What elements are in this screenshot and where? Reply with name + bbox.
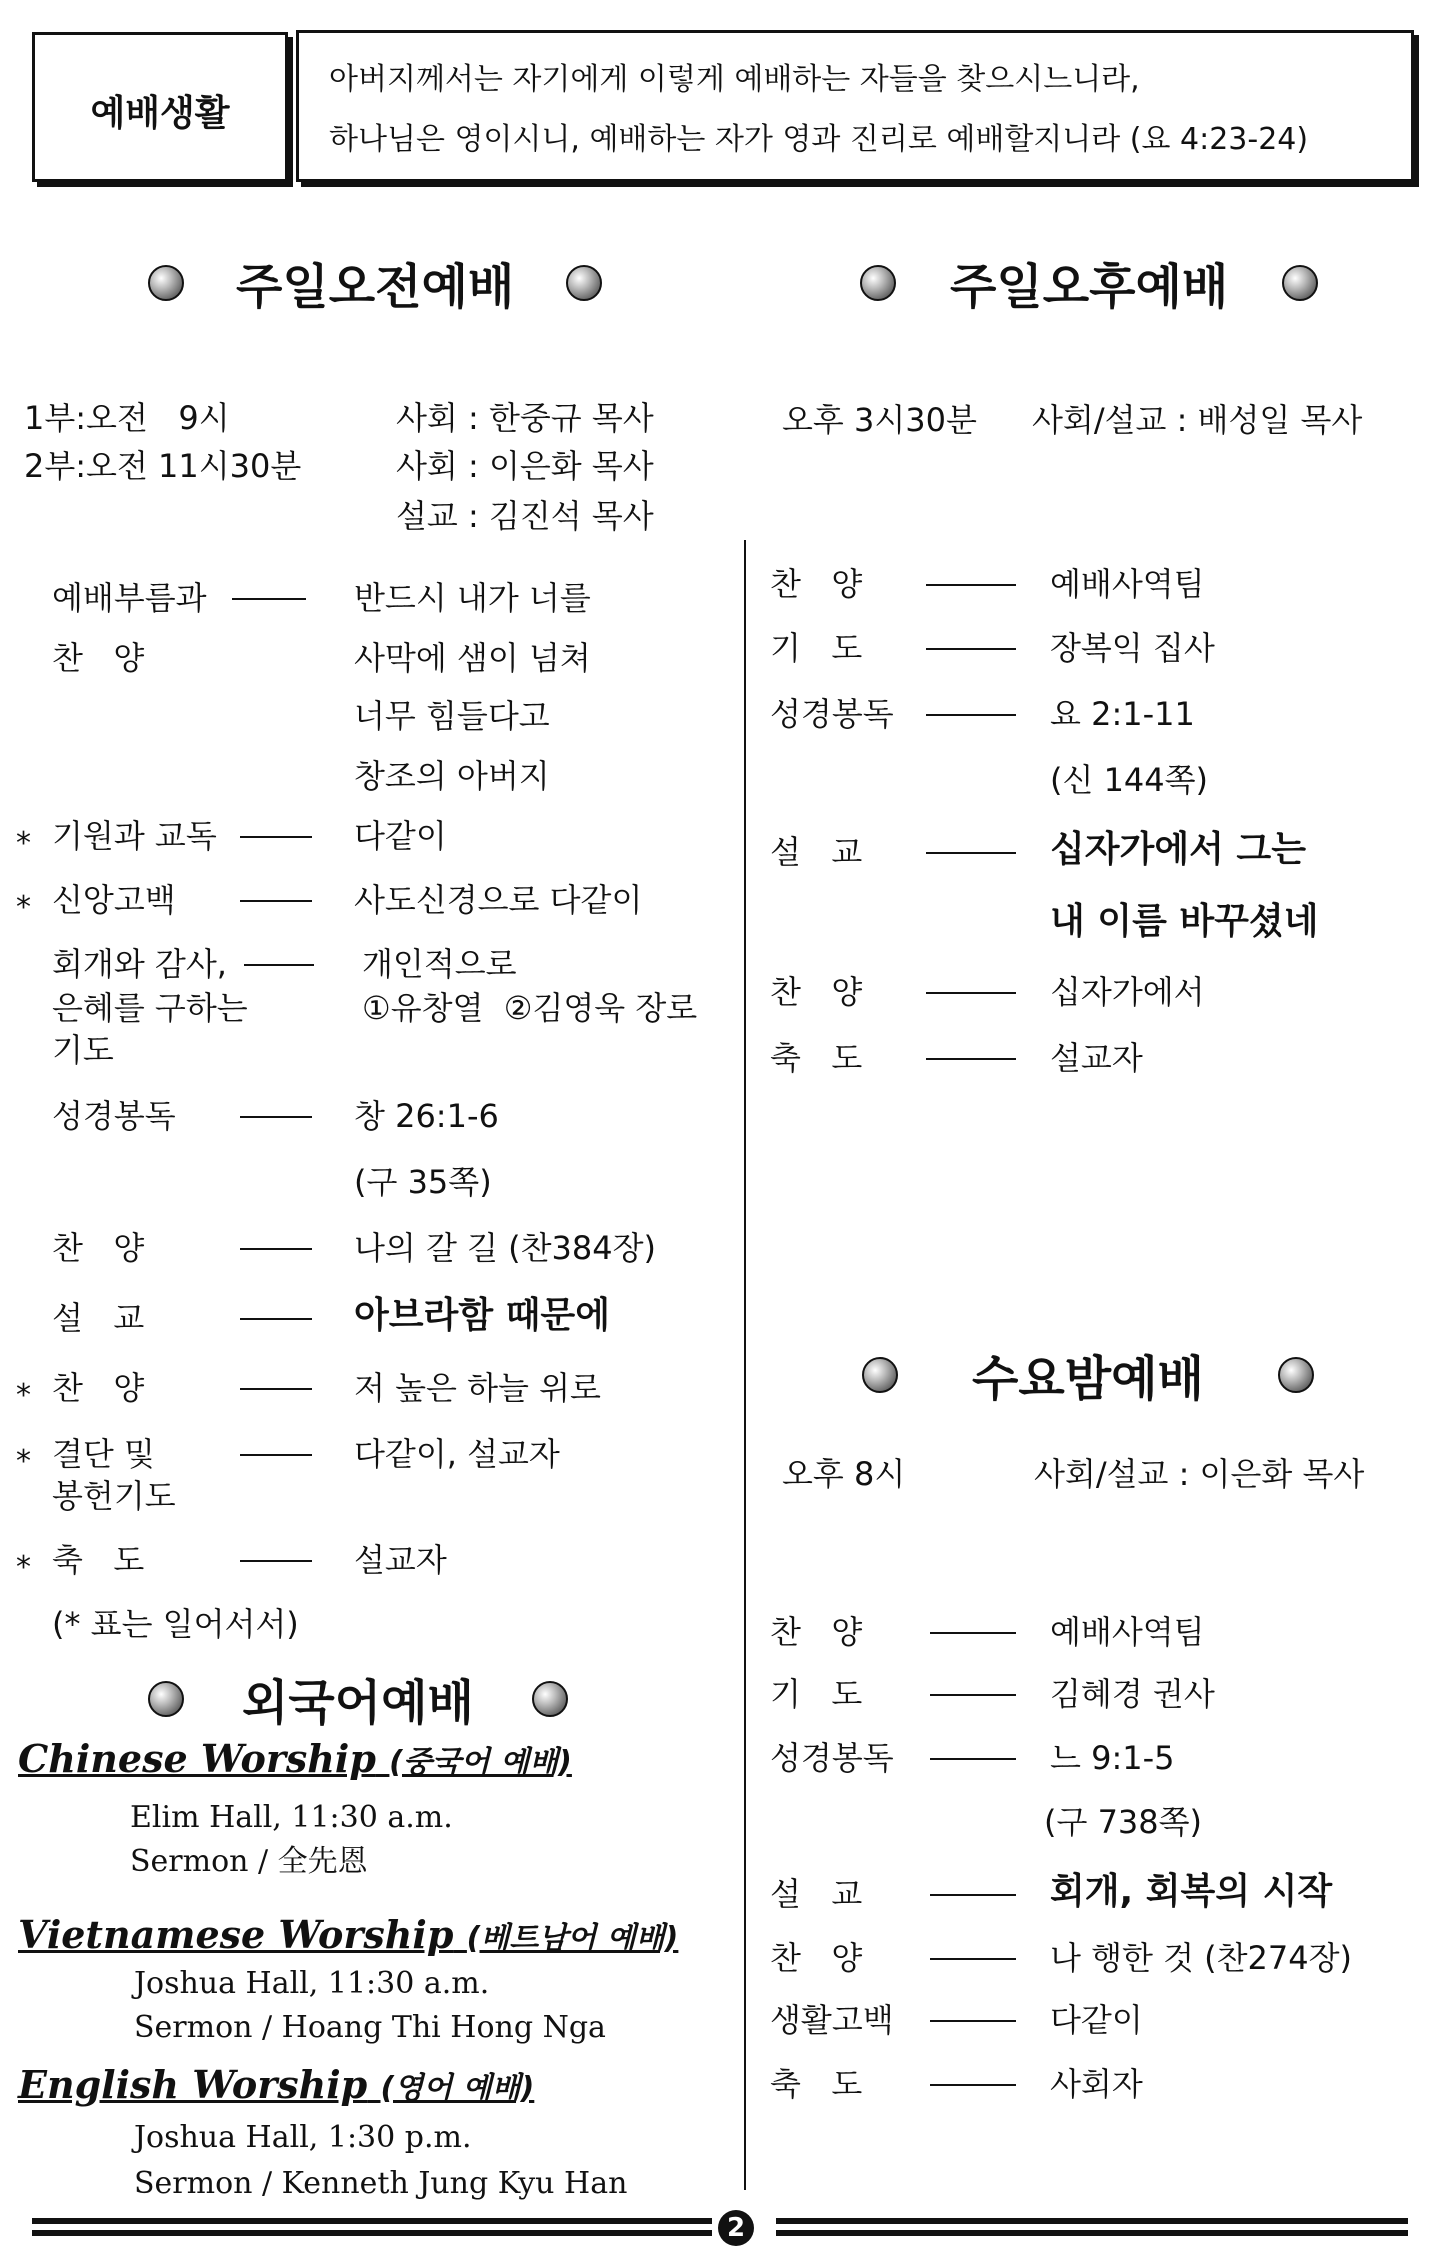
item-label: 기도	[52, 1031, 114, 1069]
item-label: 축 도	[770, 1039, 863, 1077]
item-value: 예배사역팀	[1050, 1613, 1205, 1651]
item-label: 회개와 감사,	[52, 945, 227, 983]
item-label: 설 교	[770, 833, 863, 871]
item-dash	[926, 852, 1016, 854]
footer-rule-left-bottom	[32, 2230, 712, 2236]
item-label: 찬 양	[52, 1369, 145, 1407]
chinese-sermon: Sermon / 全先恩	[130, 1844, 368, 1879]
item-dash	[244, 964, 314, 966]
item-dash	[926, 714, 1016, 716]
item-label: 찬 양	[770, 973, 863, 1011]
english-worship-name: English Worship	[18, 2062, 368, 2107]
item-dash	[926, 1058, 1016, 1060]
chinese-worship-name: Chinese Worship	[18, 1736, 376, 1781]
standing-mark: *	[16, 1550, 31, 1585]
footer-rule-left-top	[32, 2218, 712, 2224]
header-label-box	[32, 32, 288, 182]
item-dash	[930, 1758, 1016, 1760]
morning-host-2: 사회 : 이은화 목사	[396, 447, 654, 485]
item-dash	[240, 1248, 312, 1250]
item-value: (구 35쪽)	[354, 1163, 492, 1201]
item-label: 신앙고백	[52, 881, 176, 919]
vietnamese-sermon: Sermon / Hoang Thi Hong Nga	[134, 2010, 606, 2045]
header-label: 예배생활	[90, 93, 230, 134]
item-dash	[926, 648, 1016, 650]
verse-line-2: 하나님은 영이시니, 예배하는 자가 영과 진리로 예배할지니라 (요 4:23-24)	[329, 122, 1309, 157]
standing-mark: *	[16, 1444, 31, 1479]
item-label: 기 도	[770, 1675, 863, 1713]
item-dash	[930, 1958, 1016, 1960]
vietnamese-location: Joshua Hall, 11:30 a.m.	[134, 1966, 490, 2001]
chinese-worship-kr: (중국어 예배)	[389, 1745, 572, 1780]
item-value: 개인적으로	[362, 945, 517, 983]
sermon-title-line2: 내 이름 바꾸셨네	[1050, 901, 1319, 942]
vietnamese-worship-kr: (베트남어 예배)	[466, 1921, 679, 1956]
footer-rule-right-top	[776, 2218, 1408, 2224]
bullet-ball-icon	[1282, 265, 1318, 301]
item-value: 창 26:1-6	[354, 1097, 499, 1135]
english-location: Joshua Hall, 1:30 p.m.	[134, 2120, 472, 2155]
item-dash	[240, 1116, 312, 1118]
morning-title: 주일오전예배	[236, 259, 515, 315]
item-label: 설 교	[770, 1875, 863, 1913]
bullet-ball-icon	[532, 1681, 568, 1717]
item-value: 예배사역팀	[1050, 565, 1205, 603]
item-label: 축 도	[52, 1541, 145, 1579]
item-label: 찬 양	[770, 565, 863, 603]
item-value: 창조의 아버지	[354, 757, 550, 795]
item-label: 기 도	[770, 629, 863, 667]
standing-note: (* 표는 일어서서)	[52, 1605, 299, 1643]
standing-mark: *	[16, 1378, 31, 1413]
afternoon-title-row	[860, 248, 1318, 317]
item-dash	[240, 1454, 312, 1456]
english-worship-kr: (영어 예배)	[380, 2071, 535, 2106]
item-label: 생활고백	[770, 2001, 894, 2039]
wednesday-time: 오후 8시	[782, 1455, 906, 1493]
item-dash	[930, 2084, 1016, 2086]
item-value: 나의 갈 길 (찬384장)	[354, 1229, 657, 1267]
item-value: 다같이	[1050, 2001, 1143, 2039]
item-label: 찬 양	[52, 1229, 145, 1267]
item-label: 찬 양	[52, 639, 145, 677]
item-label: 찬 양	[770, 1939, 863, 1977]
bullet-ball-icon	[566, 265, 602, 301]
morning-preacher: 설교 : 김진석 목사	[396, 497, 654, 535]
item-value: (신 144쪽)	[1050, 761, 1209, 799]
item-dash	[240, 1318, 312, 1320]
item-dash	[930, 1894, 1016, 1896]
item-dash	[930, 2020, 1016, 2022]
item-dash	[930, 1694, 1016, 1696]
item-value: 다같이	[354, 817, 447, 855]
item-dash	[232, 598, 306, 600]
foreign-title: 외국어예배	[242, 1675, 474, 1731]
wednesday-title-row	[862, 1340, 1314, 1409]
vietnamese-worship-name: Vietnamese Worship	[18, 1912, 454, 1957]
morning-host-1: 사회 : 한중규 목사	[396, 399, 654, 437]
afternoon-time: 오후 3시30분	[782, 401, 977, 439]
item-value: 나 행한 것 (찬274장)	[1050, 1939, 1353, 1977]
item-dash	[926, 992, 1016, 994]
afternoon-host: 사회/설교 : 배성일 목사	[1032, 401, 1363, 439]
morning-time-1: 1부:오전 9시	[24, 399, 230, 437]
item-label: 성경봉독	[52, 1097, 176, 1135]
item-dash	[240, 1560, 312, 1562]
item-dash	[240, 900, 312, 902]
item-label: 성경봉독	[770, 695, 894, 733]
item-value: 김혜경 권사	[1050, 1675, 1215, 1713]
item-value: 반드시 내가 너를	[354, 579, 591, 617]
item-value: 다같이, 설교자	[354, 1435, 560, 1473]
item-value: 십자가에서	[1050, 973, 1205, 1011]
sermon-title: 십자가에서 그는	[1050, 829, 1306, 870]
item-value: 저 높은 하늘 위로	[354, 1369, 601, 1407]
item-value: 사회자	[1050, 2065, 1143, 2103]
item-label: 찬 양	[770, 1613, 863, 1651]
wednesday-host: 사회/설교 : 이은화 목사	[1034, 1455, 1365, 1493]
item-label: 설 교	[52, 1299, 145, 1337]
foreign-title-row	[148, 1664, 568, 1733]
item-dash	[930, 1632, 1016, 1634]
afternoon-title: 주일오후예배	[950, 259, 1229, 315]
vietnamese-worship-title	[18, 1912, 678, 1957]
standing-mark: *	[16, 826, 31, 861]
morning-time-2: 2부:오전 11시30분	[24, 447, 302, 485]
item-value: 느 9:1-5	[1050, 1739, 1175, 1777]
item-dash	[926, 584, 1016, 586]
item-label: 기원과 교독	[52, 817, 217, 855]
chinese-location: Elim Hall, 11:30 a.m.	[130, 1800, 453, 1835]
chinese-worship-title	[18, 1736, 572, 1781]
item-value: 요 2:1-11	[1050, 695, 1195, 733]
english-worship-title	[18, 2062, 534, 2107]
item-label: 봉헌기도	[52, 1477, 176, 1515]
footer-rule-right-bottom	[776, 2230, 1408, 2236]
item-value: (구 738쪽)	[1044, 1803, 1203, 1841]
item-label: 결단 및	[52, 1435, 155, 1473]
item-value: ①유창열 ②김영욱 장로	[362, 989, 698, 1027]
verse-line-1: 아버지께서는 자기에게 이렇게 예배하는 자들을 찾으시느니라,	[329, 62, 1140, 97]
item-value: 너무 힘들다고	[354, 697, 550, 735]
bullet-ball-icon	[1278, 1357, 1314, 1393]
sermon-title: 아브라함 때문에	[354, 1295, 610, 1336]
item-label: 축 도	[770, 2065, 863, 2103]
column-divider	[744, 540, 746, 2190]
item-value: 장복익 집사	[1050, 629, 1215, 667]
header-verse-box	[296, 30, 1414, 182]
sermon-title: 회개, 회복의 시작	[1050, 1871, 1333, 1912]
bullet-ball-icon	[862, 1357, 898, 1393]
page-number: 2	[718, 2210, 754, 2246]
morning-title-row	[148, 248, 602, 317]
bullet-ball-icon	[148, 1681, 184, 1717]
bullet-ball-icon	[860, 265, 896, 301]
bullet-ball-icon	[148, 265, 184, 301]
item-value: 사막에 샘이 넘쳐	[354, 639, 591, 677]
item-label: 성경봉독	[770, 1739, 894, 1777]
item-value: 설교자	[354, 1541, 447, 1579]
wednesday-title: 수요밤예배	[972, 1351, 1204, 1407]
standing-mark: *	[16, 890, 31, 925]
item-label: 은혜를 구하는	[52, 989, 248, 1027]
item-value: 사도신경으로 다같이	[354, 881, 643, 919]
item-value: 설교자	[1050, 1039, 1143, 1077]
item-label: 예배부름과	[52, 579, 207, 617]
item-dash	[240, 836, 312, 838]
item-dash	[240, 1388, 312, 1390]
english-sermon: Sermon / Kenneth Jung Kyu Han	[134, 2166, 628, 2201]
